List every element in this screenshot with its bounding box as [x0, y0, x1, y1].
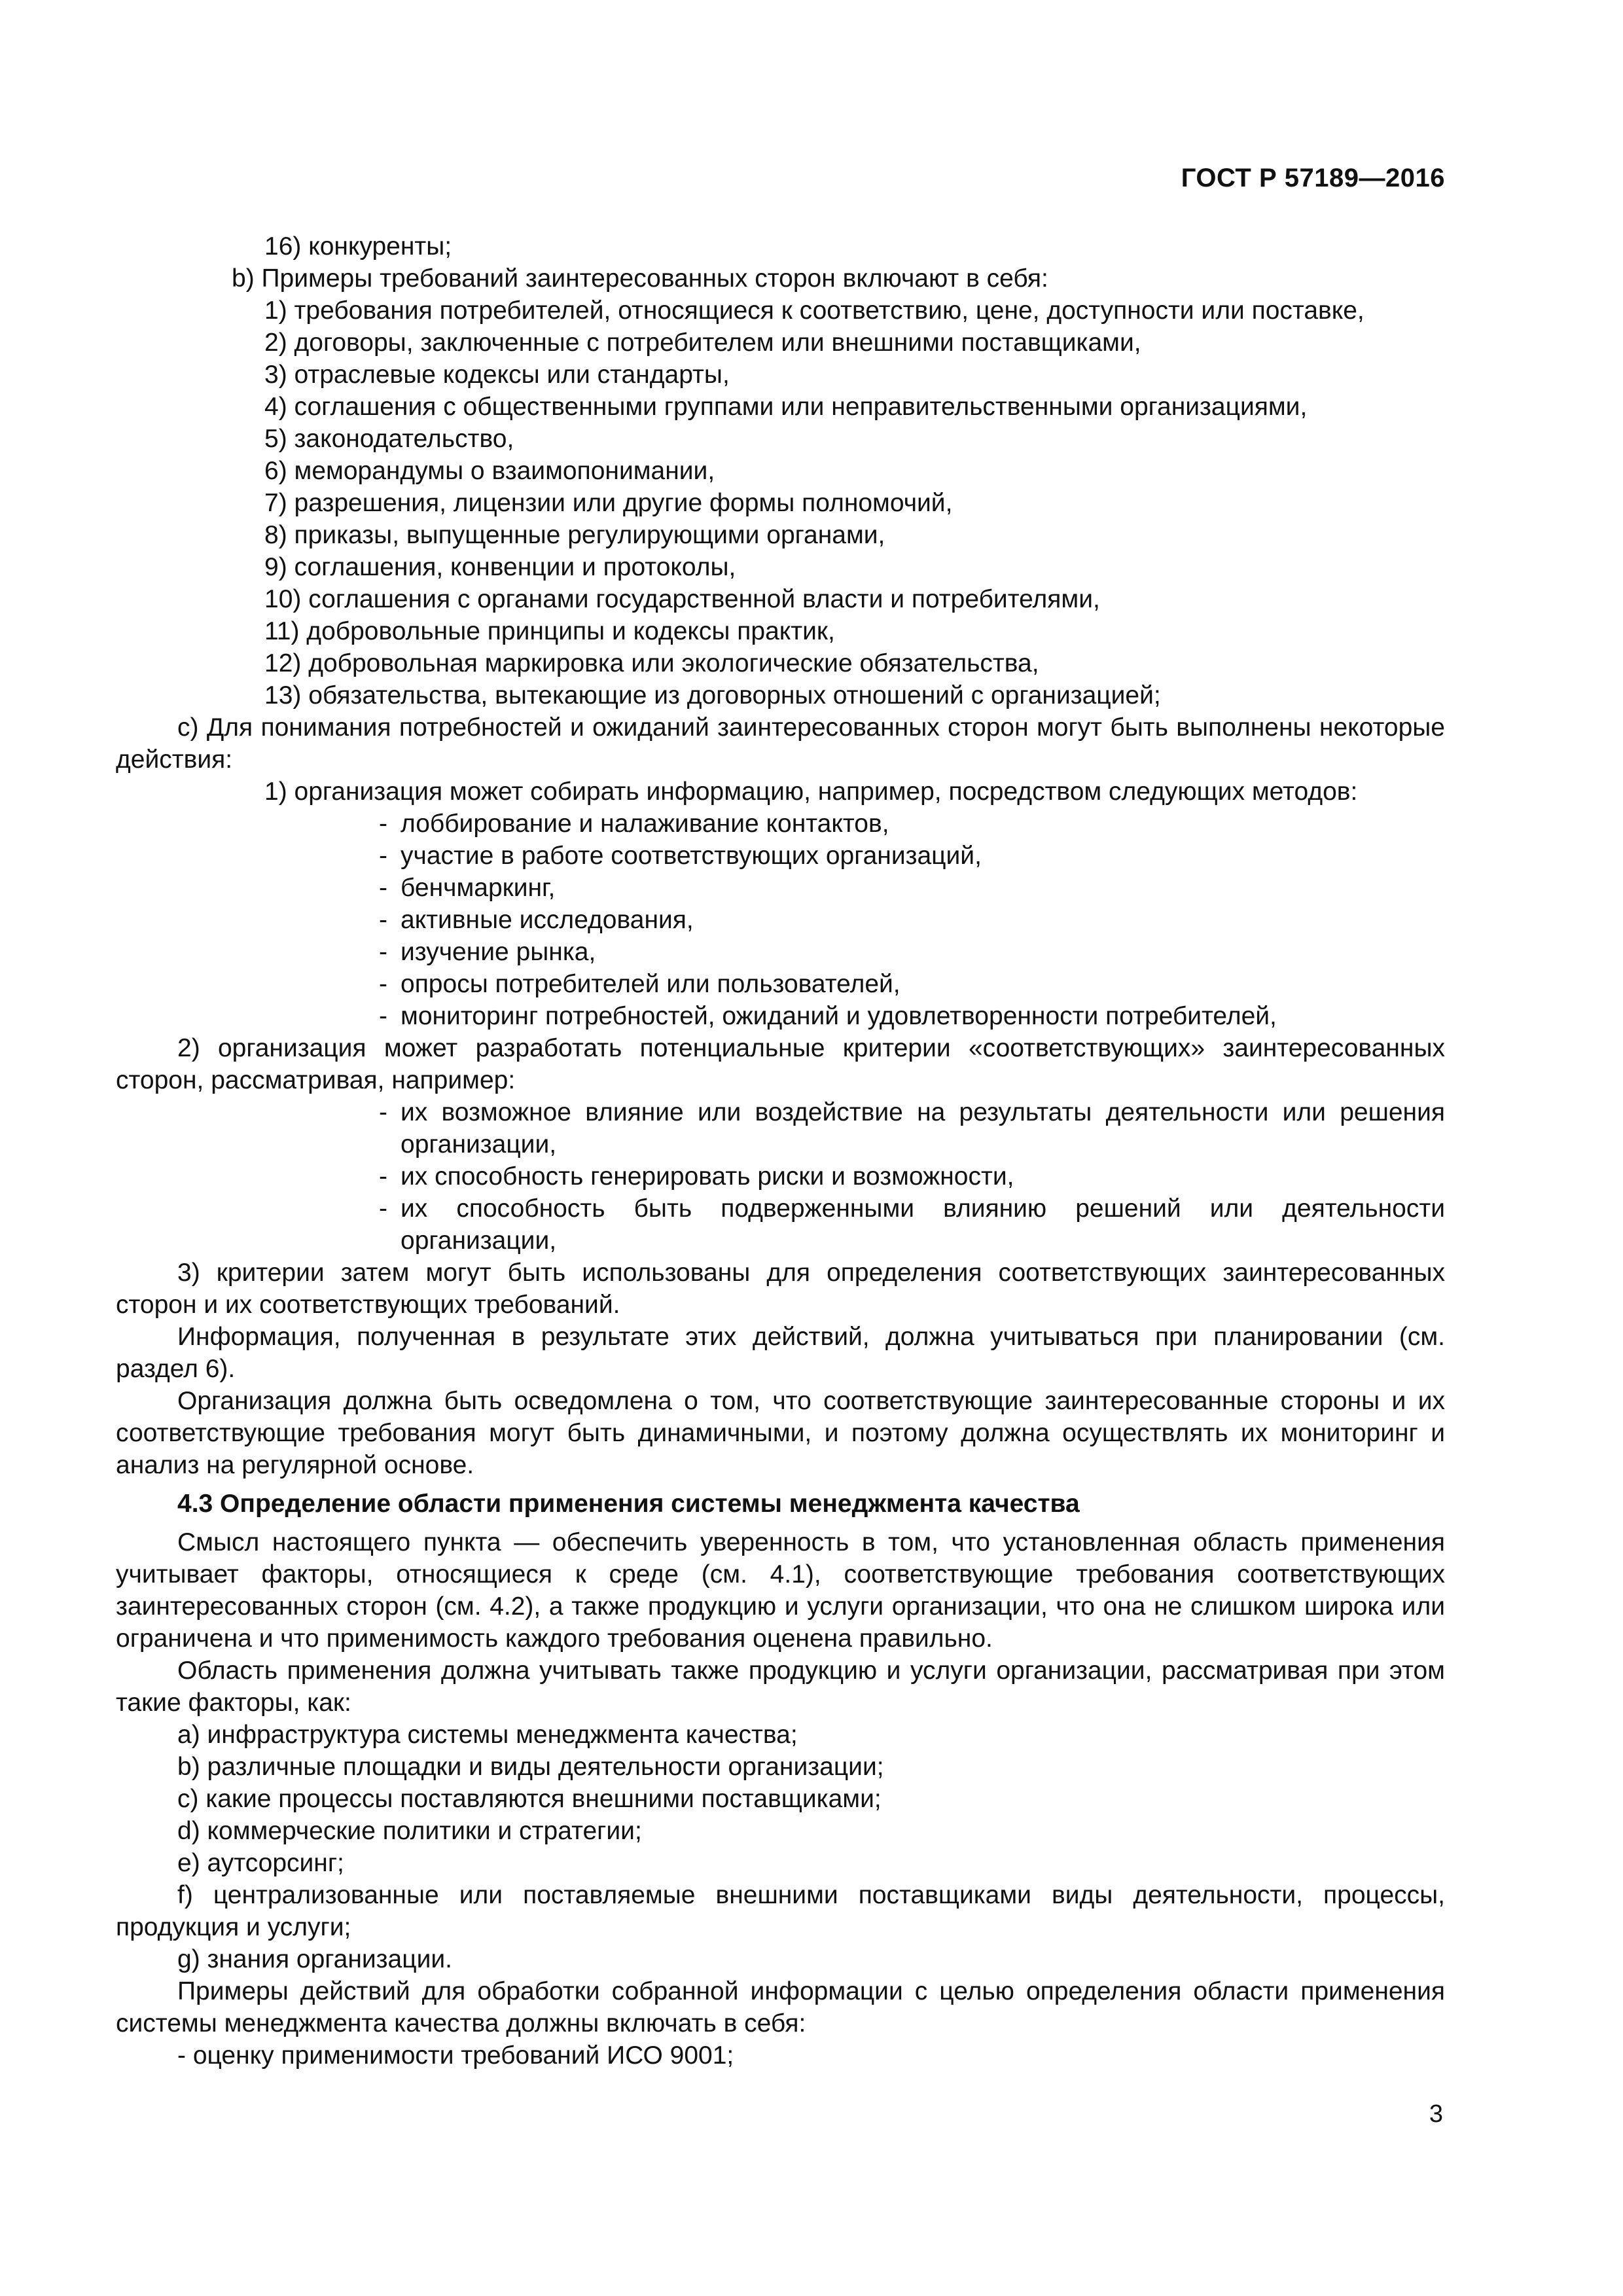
- page-number: 3: [1429, 2100, 1443, 2128]
- document-id-header: ГОСТ Р 57189—2016: [1181, 164, 1445, 192]
- list-item: 5) законодательство,: [264, 425, 514, 453]
- list-item: e) аутсорсинг;: [177, 1849, 344, 1877]
- dash-list-item: [116, 936, 1445, 968]
- list-item: 8) приказы, выпущенные регулирующими органами,: [264, 521, 885, 549]
- dash-item-text: их способность быть подверженными влиянию решений или деятельности организации,: [401, 1194, 1445, 1255]
- list-item: 12) добровольная маркировка или экологические обязательства,: [264, 649, 1039, 677]
- list-c-item-2: 2) организация может разработать потенциальные критерии «соответствующих» заинтересованных сторон, рассматривая, например:: [116, 1034, 1445, 1094]
- section-4-3-heading: 4.3 Определение области применения системы менеджмента качества: [177, 1490, 1080, 1518]
- dash-item-text: опросы потребителей или пользователей,: [401, 970, 901, 998]
- list-b-items: [116, 295, 1445, 711]
- list-c-item-3: 3) критерии затем могут быть использованы для определения соответствующих заинтересованных сторон и их соответствующих требований.: [116, 1259, 1445, 1319]
- dash-item-text: активные исследования,: [401, 906, 694, 934]
- list-item: 2) договоры, заключенные с потребителем или внешними поставщиками,: [264, 329, 1141, 357]
- list-item: 13) обязательства, вытекающие из договорных отношений с организацией;: [264, 681, 1161, 709]
- section-4-3-paragraph-1: Смысл настоящего пункта — обеспечить уверенность в том, что установленная область применения учитывает факторы, относящиеся к среде (см. 4.1), соответствующие требования соответствующих заинтересованных сторон (см. 4.2), а также продукцию и услуги организации, что она не слишком широка или ограничена и что применимость каждого требования оценена правильно.: [116, 1528, 1445, 1653]
- dash-marker: -: [379, 810, 387, 838]
- dash-item-text: мониторинг потребностей, ожиданий и удовлетворенности потребителей,: [401, 1002, 1277, 1030]
- dash-item-text: изучение рынка,: [401, 938, 596, 966]
- list-item: 9) соглашения, конвенции и протоколы,: [264, 553, 736, 581]
- dash-item-text: их возможное влияние или воздействие на результаты деятельности или решения организации,: [401, 1098, 1445, 1158]
- dash-list-item: [116, 1193, 1445, 1257]
- list-item: g) знания организации.: [177, 1945, 452, 1973]
- dash-item-text: их способность генерировать риски и возможности,: [401, 1162, 1014, 1191]
- dash-marker: -: [379, 1194, 387, 1223]
- list-item: 4) соглашения с общественными группами или неправительственными организациями,: [264, 393, 1308, 421]
- dash-marker: -: [379, 906, 387, 934]
- list-item: c) какие процессы поставляются внешними поставщиками;: [177, 1785, 882, 1813]
- dash-list-item: [116, 1160, 1445, 1193]
- list-item: 11) добровольные принципы и кодексы практик,: [264, 617, 835, 645]
- last-dash-item: - оценку применимости требований ИСО 9001;: [177, 2041, 734, 2070]
- list-c-intro: c) Для понимания потребностей и ожиданий заинтересованных сторон могут быть выполнены некоторые действия:: [116, 713, 1445, 774]
- dash-marker: -: [379, 1002, 387, 1030]
- list-item: 7) разрешения, лицензии или другие формы полномочий,: [264, 489, 953, 517]
- factors-list: [116, 1719, 1445, 1975]
- section-4-3-paragraph-2: Область применения должна учитывать также продукцию и услуги организации, рассматривая при этом такие факторы, как:: [116, 1657, 1445, 1717]
- dash-marker: -: [379, 938, 387, 966]
- dash-list-item: [116, 840, 1445, 872]
- list-item: 1) требования потребителей, относящиеся к соответствию, цене, доступности или поставке,: [264, 296, 1364, 325]
- list-c-item-1-dashes: [116, 808, 1445, 1032]
- dash-item-text: лоббирование и налаживание контактов,: [401, 810, 889, 838]
- dash-list-item: [116, 1000, 1445, 1032]
- paragraph-info-planning: Информация, полученная в результате этих действий, должна учитываться при планировании (см. раздел 6).: [116, 1323, 1445, 1383]
- list-item: 10) соглашения с органами государственной власти и потребителями,: [264, 585, 1100, 613]
- dash-marker: -: [379, 1162, 387, 1191]
- dash-marker: -: [379, 970, 387, 998]
- list-item: b) различные площадки и виды деятельности организации;: [177, 1753, 884, 1781]
- document-body: [116, 230, 1445, 2072]
- dash-marker: -: [379, 874, 387, 902]
- list-item: a) инфраструктура системы менеджмента качества;: [177, 1721, 798, 1749]
- list-item: 6) меморандумы о взаимопонимании,: [264, 457, 715, 485]
- list-b-intro: b) Примеры требований заинтересованных сторон включают в себя:: [232, 264, 1048, 293]
- list-a-item-16: 16) конкуренты;: [264, 232, 452, 260]
- list-item: 3) отраслевые кодексы или стандарты,: [264, 361, 730, 389]
- dash-list-item: [116, 872, 1445, 904]
- section-4-3-paragraph-3: Примеры действий для обработки собранной информации с целью определения области применения системы менеджмента качества должны включать в себя:: [116, 1977, 1445, 2037]
- dash-list-item: [116, 968, 1445, 1000]
- list-item: d) коммерческие политики и стратегии;: [177, 1817, 642, 1845]
- dash-item-text: бенчмаркинг,: [401, 874, 556, 902]
- dash-marker: -: [379, 842, 387, 870]
- list-item: f) централизованные или поставляемые внешними поставщиками виды деятельности, процессы, продукция и услуги;: [116, 1881, 1445, 1941]
- dash-marker: -: [379, 1098, 387, 1126]
- paragraph-dynamic-requirements: Организация должна быть осведомлена о том, что соответствующие заинтересованные стороны и их соответствующие требования могут быть динамичными, и поэтому должна осуществлять их мониторинг и анализ на регулярной основе.: [116, 1387, 1445, 1479]
- dash-list-item: [116, 1096, 1445, 1160]
- list-c-item-2-dashes: [116, 1096, 1445, 1257]
- dash-list-item: [116, 904, 1445, 936]
- dash-item-text: участие в работе соответствующих организаций,: [401, 842, 982, 870]
- list-c-item-1: 1) организация может собирать информацию, например, посредством следующих методов:: [264, 778, 1358, 806]
- dash-list-item: [116, 808, 1445, 840]
